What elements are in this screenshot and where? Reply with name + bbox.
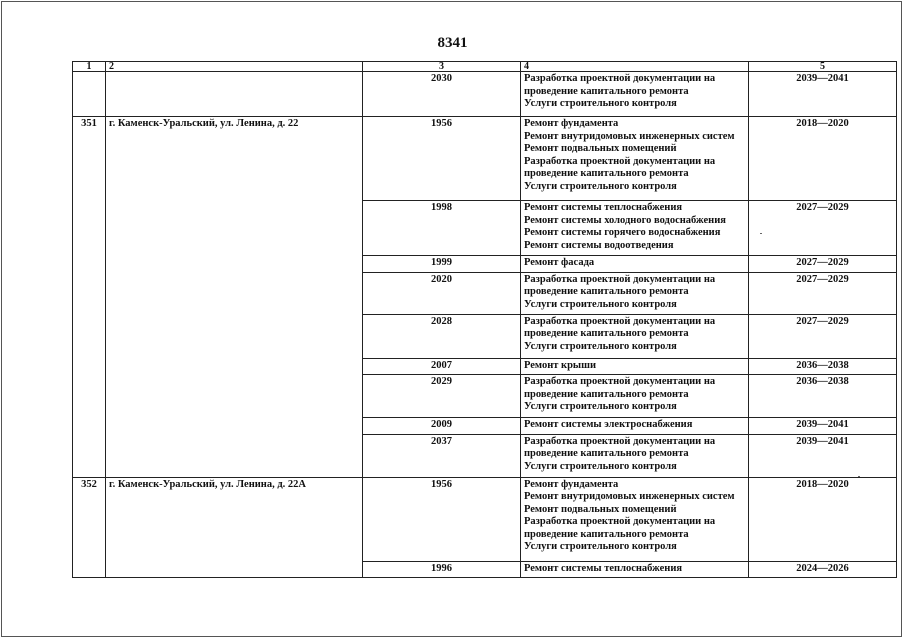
year-cell: 2037	[363, 434, 521, 477]
work-item: Ремонт системы горячего водоснабжения	[524, 227, 721, 238]
work-item: Услуги строительного контроля	[524, 340, 677, 352]
building-address: г. Каменск-Уральский, ул. Ленина, д. 22	[106, 117, 363, 478]
column-number: 1	[73, 62, 106, 72]
table-row	[73, 477, 897, 561]
year-cell: 2030	[363, 72, 521, 117]
scan-speck	[858, 476, 860, 477]
work-item: Ремонт крыши	[524, 359, 597, 371]
column-number: 2	[106, 62, 363, 72]
column-number: 3	[363, 62, 521, 72]
work-item: Ремонт системы водоотведения	[524, 239, 674, 251]
work-item: Ремонт фундамента	[524, 478, 619, 490]
period-cell: 2018—2020	[749, 117, 897, 201]
building-address	[106, 72, 363, 117]
period-cell: 2036—2038	[749, 375, 897, 418]
period-cell: 2024—2026	[749, 561, 897, 578]
period-cell: 2027—2029	[749, 272, 897, 314]
work-item: Разработка проектной документации на	[524, 273, 716, 285]
works-cell	[521, 201, 749, 256]
year-cell: 1998	[363, 201, 521, 256]
work-item: Ремонт фундамента	[524, 118, 619, 129]
work-item: Ремонт системы электроснабжения	[524, 419, 693, 430]
work-item: проведение капитального ремонта	[524, 388, 689, 400]
work-item: Ремонт внутридомовых инженерных систем	[524, 130, 735, 142]
entry-number: 352	[73, 477, 106, 578]
year-cell: 1996	[363, 561, 521, 578]
works-cell	[521, 375, 749, 418]
year-cell: 2009	[363, 418, 521, 435]
column-number: 5	[749, 62, 897, 72]
period-cell: 2027—2029	[749, 201, 897, 256]
works-cell	[521, 117, 749, 201]
table-row	[73, 117, 897, 201]
year-cell: 1956	[363, 117, 521, 201]
work-item: Ремонт системы теплоснабжения	[524, 202, 683, 213]
work-item: Услуги строительного контроля	[524, 298, 677, 310]
building-address: г. Каменск-Уральский, ул. Ленина, д. 22А	[106, 477, 363, 578]
year-cell: 1999	[363, 256, 521, 273]
works-cell	[521, 72, 749, 117]
works-cell	[521, 272, 749, 314]
table-row	[73, 72, 897, 117]
works-cell	[521, 256, 749, 273]
entry-number	[73, 72, 106, 117]
work-item: Разработка проектной документации на	[524, 155, 716, 167]
column-number: 4	[521, 62, 749, 72]
works-cell	[521, 358, 749, 375]
year-cell: 2029	[363, 375, 521, 418]
work-item: Ремонт подвальных помещений	[524, 143, 677, 154]
work-item: Разработка проектной документации на	[524, 516, 716, 527]
year-cell: 2020	[363, 272, 521, 314]
work-item: Услуги строительного контроля	[524, 98, 677, 109]
works-cell	[521, 477, 749, 561]
period-cell: 2027—2029	[749, 256, 897, 273]
work-item: Ремонт внутридомовых инженерных систем	[524, 491, 735, 502]
work-item: Услуги строительного контроля	[524, 460, 677, 472]
work-item: Разработка проектной документации на	[524, 435, 716, 447]
works-cell	[521, 561, 749, 578]
capital-repair-table	[72, 61, 897, 578]
work-item: Разработка проектной документации на	[524, 315, 716, 327]
works-cell	[521, 434, 749, 477]
year-cell: 2007	[363, 358, 521, 375]
work-item: Ремонт фасада	[524, 257, 595, 268]
work-item: проведение капитального ремонта	[524, 85, 689, 97]
period-cell: 2027—2029	[749, 314, 897, 358]
table-body	[73, 72, 897, 578]
work-item: проведение капитального ремонта	[524, 168, 689, 179]
work-item: Разработка проектной документации на	[524, 376, 716, 387]
scan-speck	[760, 233, 762, 234]
work-item: Услуги строительного контроля	[524, 180, 677, 192]
year-cell: 1956	[363, 477, 521, 561]
work-item: Услуги строительного контроля	[524, 541, 677, 552]
work-item: Ремонт подвальных помещений	[524, 503, 677, 515]
work-item: Разработка проектной документации на	[524, 73, 716, 84]
period-cell: 2036—2038	[749, 358, 897, 375]
period-cell: 2039—2041	[749, 72, 897, 117]
work-item: проведение капитального ремонта	[524, 286, 689, 297]
period-cell: 2018—2020	[749, 477, 897, 561]
year-cell: 2028	[363, 314, 521, 358]
column-number-row	[73, 62, 897, 72]
work-item: проведение капитального ремонта	[524, 328, 689, 339]
work-item: проведение капитального ремонта	[524, 528, 689, 540]
work-item: Ремонт системы теплоснабжения	[524, 562, 683, 574]
period-cell: 2039—2041	[749, 434, 897, 477]
entry-number: 351	[73, 117, 106, 478]
work-item: Ремонт системы холодного водоснабжения	[524, 214, 726, 226]
works-cell	[521, 314, 749, 358]
work-item: проведение капитального ремонта	[524, 448, 689, 459]
page-number: 8341	[437, 35, 468, 51]
works-cell	[521, 418, 749, 435]
work-item: Услуги строительного контроля	[524, 401, 677, 412]
period-cell: 2039—2041	[749, 418, 897, 435]
